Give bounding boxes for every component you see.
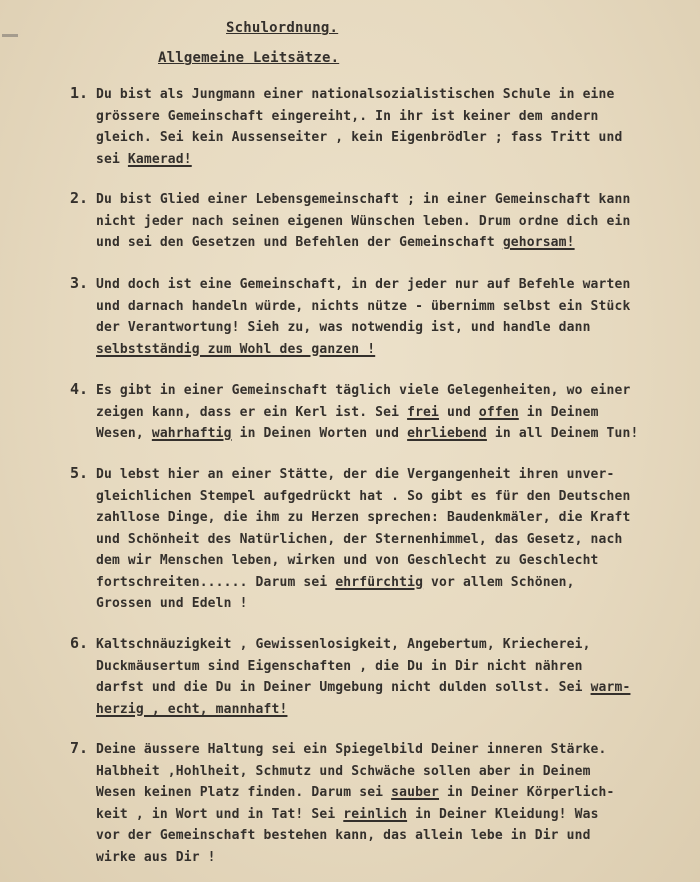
text-line	[96, 189, 682, 211]
underlined-text: selbstständig zum Wohl des ganzen !	[96, 341, 376, 357]
text-segment: Wesen,	[96, 426, 152, 441]
text-segment: gleich. Sei kein Aussenseiter , kein Eigenbrödler ; fass Tritt und	[96, 130, 623, 145]
margin-mark	[2, 34, 18, 37]
underlined-text: warm-	[590, 680, 631, 695]
paragraph-text	[96, 84, 682, 170]
text-line	[96, 211, 682, 233]
underlined-text: ehrliebend	[407, 426, 487, 441]
text-segment: und	[439, 404, 479, 420]
text-segment: der Verantwortung! Sieh zu, was notwendig ist, und handle dann	[96, 320, 591, 335]
paragraph-text	[96, 189, 682, 254]
text-line	[96, 782, 682, 804]
underlined-text: reinlich	[343, 806, 408, 822]
text-line	[96, 804, 682, 826]
text-line	[96, 296, 682, 318]
paragraph-text	[96, 380, 682, 445]
underlined-text: gehorsam!	[502, 235, 575, 250]
text-segment: nicht jeder nach seinen eigenen Wünschen leben. Drum ordne dich ein	[96, 213, 631, 229]
paragraph-number: 3.	[70, 274, 89, 292]
text-segment: in Deiner Kleidung! Was	[407, 806, 599, 822]
text-segment: in all Deinem Tun!	[486, 426, 639, 441]
text-segment: Kaltschnäuzigkeit , Gewissenlosigkeit, Angebertum, Kriecherei,	[96, 637, 591, 652]
document-subtitle: Allgemeine Leitsätze.	[158, 50, 340, 66]
text-segment: vor der Gemeinschaft bestehen kann, das allein lebe in Dir und	[96, 828, 591, 843]
text-line	[96, 274, 682, 296]
underlined-text: wahrhaftig	[151, 426, 232, 441]
text-line	[96, 232, 682, 254]
text-segment: grössere Gemeinschaft eingereiht,. In ihr ist keiner dem andern	[96, 108, 599, 124]
text-line	[96, 634, 682, 656]
text-line	[96, 572, 682, 594]
text-line	[96, 825, 682, 847]
text-line	[96, 739, 682, 761]
text-segment: dem wir Menschen leben, wirken und von Geschlecht zu Geschlecht	[96, 553, 599, 568]
text-segment: keit , in Wort und in Tat! Sei	[96, 806, 344, 822]
text-line	[96, 464, 682, 486]
text-line	[96, 317, 682, 339]
underlined-text: herzig , echt, mannhaft!	[96, 701, 288, 717]
underlined-text: ehrfürchtig	[335, 574, 424, 590]
text-segment: darfst und die Du in Deiner Umgebung nicht dulden sollst. Sei	[96, 680, 591, 695]
text-line	[96, 847, 682, 869]
text-segment: gleichlichen Stempel aufgedrückt hat . So gibt es für den Deutschen	[96, 488, 631, 504]
text-segment: Du bist als Jungmann einer nationalsozialistischen Schule in eine	[96, 87, 615, 102]
text-segment: zahllose Dinge, die ihm zu Herzen sprechen: Baudenkmäler, die Kraft	[96, 510, 631, 525]
text-segment: und sei den Gesetzen und Befehlen der Gemeinschaft	[96, 235, 503, 250]
text-segment: Wesen keinen Platz finden. Darum sei	[96, 785, 392, 800]
text-segment: zeigen kann, dass er ein Kerl ist. Sei	[96, 404, 408, 420]
paragraph-text	[96, 739, 682, 868]
text-line	[96, 127, 682, 149]
underlined-text: sauber	[391, 785, 440, 800]
underlined-text: frei	[407, 404, 440, 420]
text-segment: fortschreiten...... Darum sei	[96, 574, 336, 590]
text-line	[96, 402, 682, 424]
text-line	[96, 339, 682, 361]
text-line	[96, 761, 682, 783]
text-segment: Halbheit ,Hohlheit, Schmutz und Schwäche sollen aber in Deinem	[96, 763, 591, 779]
text-segment: Duckmäusertum sind Eigenschaften , die Du in Dir nicht nähren	[96, 658, 583, 674]
text-line	[96, 84, 682, 106]
text-line	[96, 656, 682, 678]
text-segment: Es gibt in einer Gemeinschaft täglich viele Gelegenheiten, wo einer	[96, 383, 631, 398]
text-line	[96, 149, 682, 171]
paragraph-text	[96, 464, 682, 615]
text-line	[96, 677, 682, 699]
text-segment: Und doch ist eine Gemeinschaft, in der jeder nur auf Befehle warten	[96, 277, 631, 292]
underlined-text: offen	[478, 404, 519, 420]
text-line	[96, 529, 682, 551]
paragraph-number: 1.	[70, 84, 89, 102]
paragraph-number: 6.	[70, 634, 89, 652]
text-segment: vor allem Schönen,	[423, 574, 575, 590]
paragraph-number: 5.	[70, 464, 89, 482]
text-segment: und Schönheit des Natürlichen, der Sternenhimmel, das Gesetz, nach	[96, 531, 623, 547]
text-line	[96, 486, 682, 508]
underlined-text: Kamerad!	[127, 151, 192, 167]
paragraph-number: 4.	[70, 380, 89, 398]
text-segment: in Deiner Körperlich-	[439, 785, 615, 800]
paragraph-number: 2.	[70, 189, 89, 207]
text-line	[96, 380, 682, 402]
text-line	[96, 593, 682, 615]
text-segment: Du lebst hier an einer Stätte, der die Vergangenheit ihren unver-	[96, 467, 615, 482]
text-line	[96, 507, 682, 529]
text-segment: Grossen und Edeln !	[96, 596, 248, 611]
text-segment: in Deinen Worten und	[231, 426, 408, 441]
text-line	[96, 699, 682, 721]
paragraph-number: 7.	[70, 739, 89, 757]
text-segment: in Deinem	[518, 404, 599, 420]
paragraph-text	[96, 634, 682, 720]
text-segment: wirke aus Dir !	[96, 849, 216, 865]
document-title: Schulordnung.	[226, 20, 339, 36]
text-line	[96, 423, 682, 445]
text-segment: und darnach handeln würde, nichts nütze - übernimm selbst ein Stück	[96, 298, 631, 314]
paragraph-text	[96, 274, 682, 360]
text-line	[96, 106, 682, 128]
text-segment: sei	[96, 151, 128, 167]
text-line	[96, 550, 682, 572]
text-segment: Du bist Glied einer Lebensgemeinschaft ; in einer Gemeinschaft kann	[96, 192, 631, 207]
text-segment: Deine äussere Haltung sei ein Spiegelbild Deiner inneren Stärke.	[96, 742, 607, 757]
